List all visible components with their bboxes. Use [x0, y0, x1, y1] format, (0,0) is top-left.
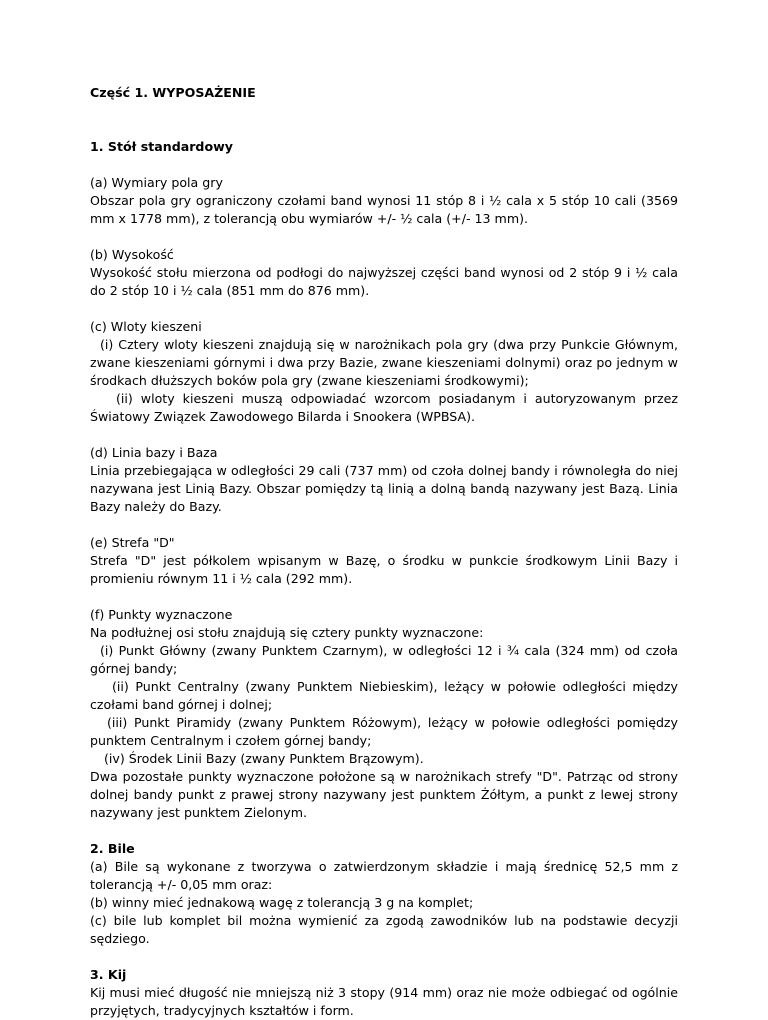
subsection-d: [90, 444, 678, 516]
section-heading-table: 1. Stół standardowy: [90, 139, 233, 154]
subsection-f-label: (f) Punkty wyznaczone: [90, 607, 233, 622]
subsection-f-item-ii: (ii) Punkt Centralny (zwany Punktem Niebieskim), leżący w połowie odległości między czołami band górnej i dolnej;: [90, 679, 678, 712]
subsection-c-label: (c) Wloty kieszeni: [90, 319, 202, 334]
subsection-e-text: Strefa "D" jest półkolem wpisanym w Bazę, o środku w punkcie środkowym Linii Bazy i promieniu równym 11 i ½ cala (292 mm).: [90, 553, 678, 586]
part-title: Część 1. WYPOSAŻENIE: [90, 85, 256, 100]
subsection-c: [90, 318, 678, 426]
subsection-b-text: Wysokość stołu mierzona od podłogi do najwyższej części band wynosi od 2 stóp 9 i ½ cala do 2 stóp 10 i ½ cala (851 mm do 876 mm).: [90, 265, 678, 298]
subsection-f-item-i: (i) Punkt Główny (zwany Punktem Czarnym), w odległości 12 i ¾ cala (324 mm) od czoła górnej bandy;: [90, 643, 678, 676]
balls-item-b: (b) winny mieć jednakową wagę z tolerancją 3 g na komplet;: [90, 895, 474, 910]
subsection-c-item-ii: (ii) wloty kieszeni muszą odpowiadać wzorcom posiadanym i autoryzowanym przez Światowy Związek Zawodowego Bilarda i Snookera (WPBSA).: [90, 391, 678, 424]
balls-item-c: (c) bile lub komplet bil można wymienić za zgodą zawodników lub na podstawie decyzji sędziego.: [90, 913, 678, 946]
subsection-e: [90, 534, 678, 588]
subsection-b: [90, 246, 678, 300]
section-heading-cue: 3. Kij: [90, 967, 127, 982]
subsection-f-intro: Na podłużnej osi stołu znajdują się cztery punkty wyznaczone:: [90, 625, 484, 640]
subsection-a-label: (a) Wymiary pola gry: [90, 175, 223, 190]
cue-section: [90, 984, 678, 1020]
subsection-f-outro: Dwa pozostałe punkty wyznaczone położone są w narożnikach strefy "D". Patrząc od strony dolnej bandy punkt z prawej strony nazywany jest punktem Żółtym, a punkt z lewej strony nazywany jest punktem Zielonym.: [90, 769, 678, 820]
section-heading-balls: 2. Bile: [90, 841, 135, 856]
subsection-f-item-iii: (iii) Punkt Piramidy (zwany Punktem Różowym), leżący w połowie odległości pomiędzy punktem Centralnym i czołem górnej bandy;: [90, 715, 678, 748]
subsection-d-label: (d) Linia bazy i Baza: [90, 445, 218, 460]
subsection-d-text: Linia przebiegająca w odległości 29 cali (737 mm) od czoła dolnej bandy i równoległa do niej nazywana jest Linią Bazy. Obszar pomiędzy tą linią a dolną bandą nazywany jest Bazą. Linia Bazy należy do Bazy.: [90, 463, 678, 514]
balls-item-a: (a) Bile są wykonane z tworzywa o zatwierdzonym składzie i mają średnicę 52,5 mm z tolerancją +/- 0,05 mm oraz:: [90, 859, 678, 892]
subsection-e-label: (e) Strefa "D": [90, 535, 175, 550]
subsection-b-label: (b) Wysokość: [90, 247, 174, 262]
cue-text: Kij musi mieć długość nie mniejszą niż 3 stopy (914 mm) oraz nie może odbiegać od ogólnie przyjętych, tradycyjnych kształtów i form.: [90, 985, 678, 1018]
subsection-f-item-iv: (iv) Środek Linii Bazy (zwany Punktem Brązowym).: [104, 751, 424, 766]
balls-section: [90, 858, 678, 948]
subsection-f: [90, 606, 678, 822]
subsection-c-item-i: (i) Cztery wloty kieszeni znajdują się w narożnikach pola gry (dwa przy Punkcie Głównym, zwane kieszeniami górnymi i dwa przy Bazie, zwane kieszeniami dolnymi) oraz po jednym w środkach dłuższych boków pola gry (zwane kieszeniami środkowymi);: [90, 337, 678, 388]
subsection-a-text: Obszar pola gry ograniczony czołami band wynosi 11 stóp 8 i ½ cala x 5 stóp 10 cali (3569 mm x 1778 mm), z tolerancją obu wymiarów +/- ½ cala (+/- 13 mm).: [90, 193, 678, 226]
subsection-a: [90, 174, 678, 228]
